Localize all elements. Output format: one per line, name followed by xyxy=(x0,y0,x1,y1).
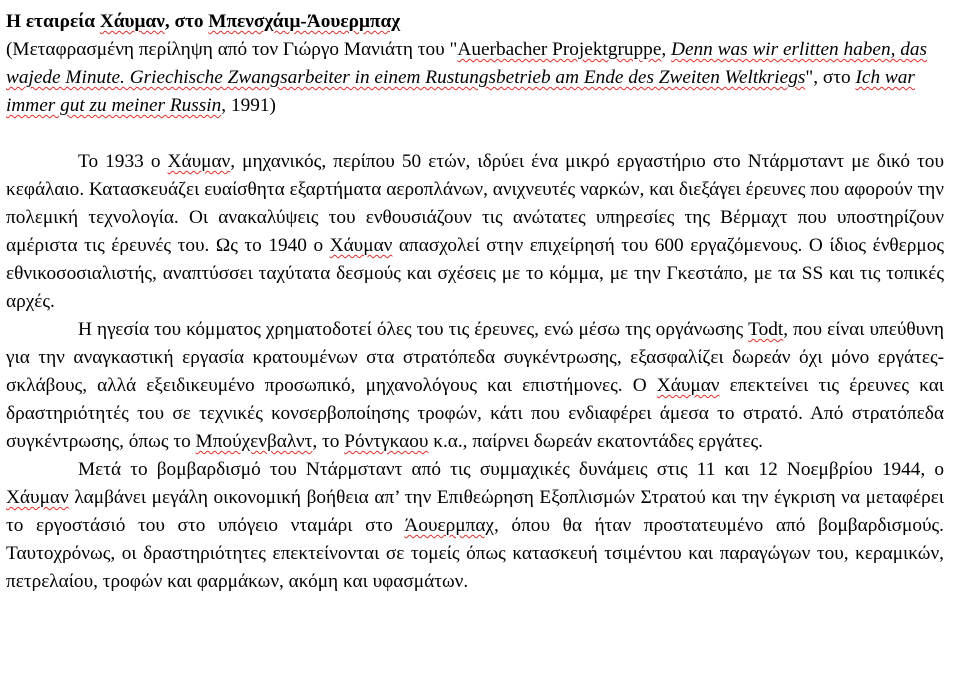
document-page xyxy=(6,8,944,596)
p3-text-c: λαμβάνει μεγάλη οικονομική βοήθεια απ’ την Επιθεώρηση Εξοπλισμών Στρατού και την έγκριση να μεταφέρει το εργοστάσιό του στο υπόγειο νταμάρι στο xyxy=(6,487,944,536)
document-subtitle xyxy=(6,36,944,120)
paragraph-3 xyxy=(6,456,944,596)
p1-text-c: , μηχανικός, περίπου 50 ετών, ιδρύει ένα μικρό εργαστήριο στο Ντάρμσταντ με δικό του κεφάλαιο. Κατασκευάζει ευαίσθητα εξαρτήματα αεροπλάνων, ανιχνευτές ναρκών, και διεξάγει έρευνες που αφορούν την πολεμική τεχνολογία. Οι ανακαλύψεις του ενθουσιάζουν τις ανώτατες υπηρεσίες της Βέρμαχτ που υποστηρίζουν αμέριστα τις έρευνές του. Ως το 1940 ο xyxy=(6,151,944,256)
p2-name: Χάυμαν xyxy=(656,375,720,396)
paragraph-2 xyxy=(6,316,944,456)
subtitle-comma: , xyxy=(661,39,672,60)
title-prefix: Η εταιρεία xyxy=(6,11,100,32)
p1-text-a: Το 1933 ο xyxy=(78,151,168,172)
p1-name-1: Χάυμαν xyxy=(167,151,231,172)
p1-name-2: Χάυμαν xyxy=(329,235,393,256)
subtitle-close-quote: " xyxy=(805,67,814,88)
p2-text-a: Η ηγεσία του κόμματος χρηματοδοτεί όλες του τις έρευνες, ενώ μέσω της οργάνωσης xyxy=(78,319,749,340)
subtitle-open: (Μεταφρασμένη περίληψη από τον Γιώργο Μανιάτη του " xyxy=(6,39,458,60)
p3-text-a: Μετά το βομβαρδισμό του Ντάρμσταντ από τις συμμαχικές δυνάμεις στις 11 και 12 Νοεμβρίου 1944, ο xyxy=(78,459,944,480)
blank-line xyxy=(6,120,944,148)
p2-buchenwald: Μπούχενβαλντ xyxy=(195,431,313,452)
p1-text-e: απασχολεί στην επιχείρησή του 600 εργαζόμενους. Ο ίδιος ένθερμος εθνικοσοσιαλιστής, αναπτύσσει ταχύτατα δεσμούς και σχέσεις με το κόμμα, με την Γκεστάπο, με τα SS και τις τοπικές αρχές. xyxy=(6,235,944,312)
p2-text-c: , που είναι υπεύθυνη για την αναγκαστική εργασία κρατουμένων στα στρατόπεδα συγκέντρωσης, εξασφαλίζει δωρεάν όχι μόνο εργάτες-σκλάβους, αλλά εξειδικευμένο προσωπικό, μηχανολόγους και επιστήμονες. Ο xyxy=(6,319,944,396)
p2-rodgau: Ρόντγκαου xyxy=(344,431,429,452)
subtitle-year: , 1991) xyxy=(221,95,276,116)
p2-text-g: , το xyxy=(312,431,345,452)
subtitle-in: , στο xyxy=(813,67,856,88)
p3-name: Χάυμαν xyxy=(6,487,69,508)
p3-auerbach: Άουερμπαχ xyxy=(404,515,494,536)
title-middle: , στο xyxy=(164,11,209,32)
subtitle-collection: Ich war immer gut zu meiner Russin xyxy=(6,67,915,116)
p3-text-e: , όπου θα ήταν προστατευμένο από βομβαρδισμούς. Ταυτοχρόνως, οι δραστηριότητες επεκτείνονται σε τομείς όπως κατασκευή τσιμέντου και παραγώγων του, κεραμικών, πετρελαίου, τροφών και φαρμάκων, ακόμη και υφασμάτων. xyxy=(6,515,944,592)
title-company-name: Χάυμαν xyxy=(99,11,165,32)
p2-text-i: κ.α., παίρνει δωρεάν εκατοντάδες εργάτες. xyxy=(428,431,763,452)
paragraph-1 xyxy=(6,148,944,316)
subtitle-source-title: Auerbacher Projektgruppe xyxy=(457,39,662,60)
title-place: Μπενσχάιμ-Άουερμπαχ xyxy=(208,11,401,32)
document-title xyxy=(6,8,944,36)
p2-text-e: επεκτείνει τις έρευνες και δραστηριότητές του σε τεχνικές κονσερβοποίησης τροφών, κάτι που ενδιαφέρει άμεσα το στρατό. Από στρατόπεδα συγκέντρωσης, όπως το xyxy=(6,375,944,452)
p2-todt: Todt xyxy=(748,319,784,340)
subtitle-book-title: Denn was wir erlitten haben, das wajede Minute. Griechische Zwangsarbeiter in einem Rustungsbetrieb am Ende des Zweiten Weltkriegs xyxy=(6,39,928,88)
